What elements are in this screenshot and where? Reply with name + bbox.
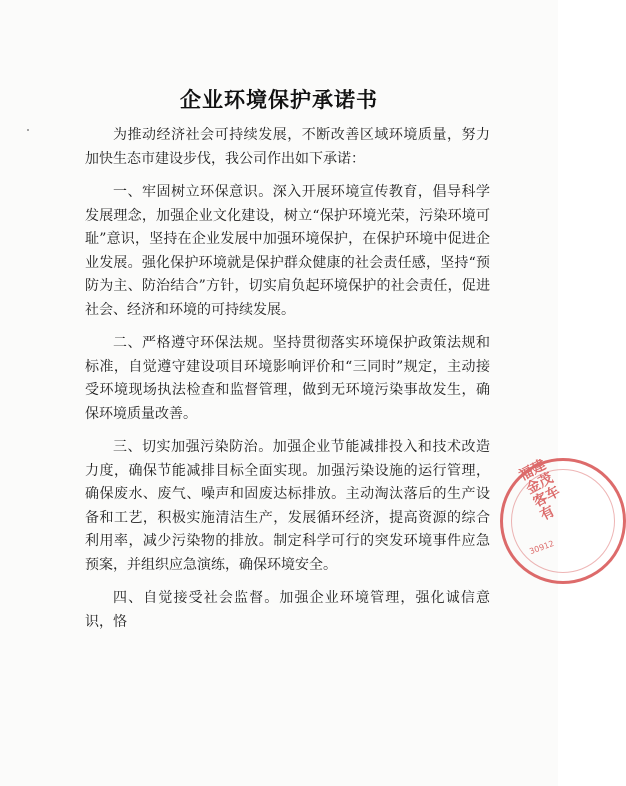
paragraph-1: 一、牢固树立环保意识。深入开展环境宣传教育，倡导科学发展理念，加强企业文化建设，树立“保护环境光荣，污染环境可耻”意识，坚持在企业发展中加强环境保护，在保护环境中促进企业发展。强化保护环境就是保护群众健康的社会责任感，坚持“预防为主、防治结合”方针，切实肩负起环境保护的社会责任，促进社会、经济和环境的可持续发展。 [85, 184, 490, 318]
paragraph-intro: 为推动经济社会可持续发展，不断改善区域环境质量，努力加快生态市建设步伐，我公司作出如下承诺： [85, 127, 490, 167]
seal-number: 30912 [528, 538, 556, 557]
paragraph-2: 二、严格遵守环保法规。坚持贯彻落实环境保护政策法规和标准，自觉遵守建设项目环境影响评价和“三同时”规定，主动接受环境现场执法检查和监督管理，做到无环境污染事故发生，确保环境质量改善。 [85, 335, 490, 422]
scan-speck [27, 129, 29, 131]
paragraph-4: 四、自觉接受社会监督。加强企业环境管理，强化诚信意识，恪 [85, 590, 490, 630]
document-title: 企业环境保护承诺书 [180, 88, 378, 112]
paragraph-3: 三、切实加强污染防治。加强企业节能减排投入和技术改造力度，确保节能减排目标全面实现。加强污染设施的运行管理，确保废水、废气、噪声和固废达标排放。主动淘汰落后的生产设备和工艺，积极实施清洁生产，发展循环经济，提高资源的综合利用率，减少污染物的排放。制定科学可行的突发环境事件应急预案，并组织应急演练，确保环境安全。 [85, 439, 490, 573]
seal-text: 福建金茂客车有 [516, 456, 563, 524]
company-seal-stamp [500, 458, 626, 584]
document-body [85, 124, 490, 644]
